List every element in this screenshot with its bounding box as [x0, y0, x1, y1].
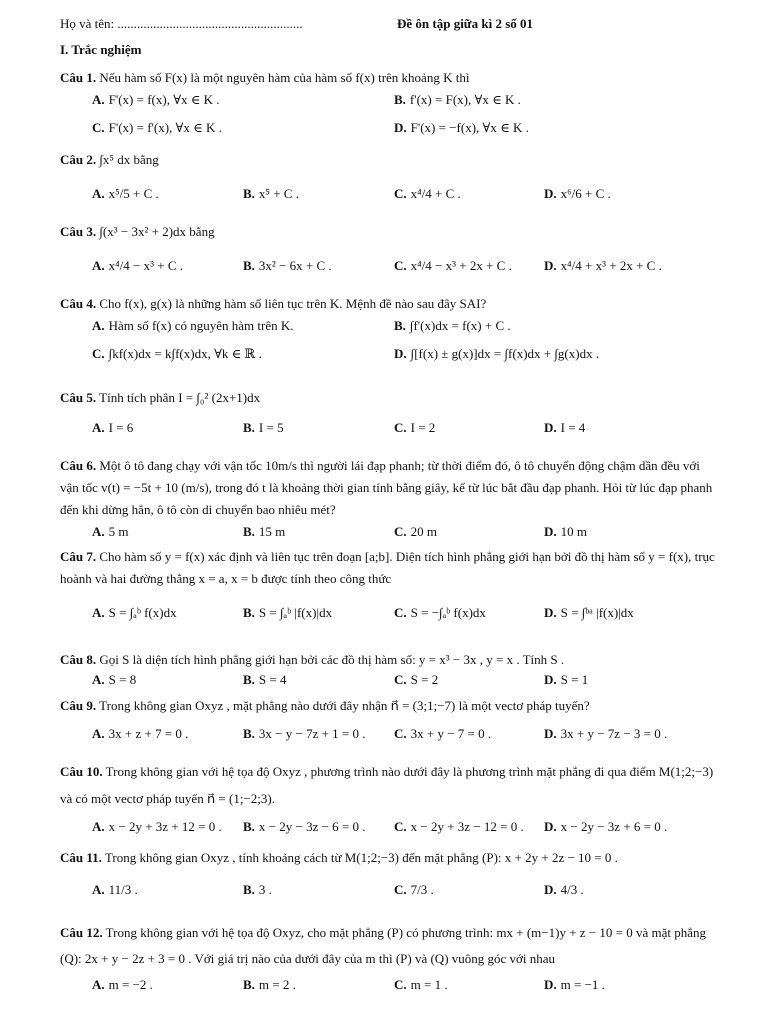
question-7: Câu 7. Cho hàm số y = f(x) xác định và liên tục trên đoạn [a;b]. Diện tích hình phẳng giới hạn bởi đồ thị hàm số y = f(x), trục hoành và hai đường thẳng x = a, x = b được tính theo công thức A. S = ∫ₐᵇ f(x)dx B. S = ∫ₐᵇ |f(x)|dx C. S = −∫ₐᵇ f(x)dx D. S = ∫ᵇᵃ |f(x)|dx — [60, 546, 720, 624]
option-d[interactable]: D. x − 2y − 3z + 6 = 0 . — [544, 818, 668, 834]
question-text: Nếu hàm số F(x) là một nguyên hàm của hàm số f(x) trên khoảng K thì — [99, 70, 470, 85]
question-4: Câu 4. Cho f(x), g(x) là những hàm số liên tục trên K. Mệnh đề nào sau đây SAI? A. Hàm số f(x) có nguyên hàm trên K. B. ∫f'(x)dx = f(x) + C . C. ∫kf(x)dx = k∫f(x)dx, ∀k ∈ ℝ . D. ∫[f(x) ± g(x)]dx = ∫f(x)dx + ∫g(x)dx . — [60, 296, 720, 368]
question-5: Câu 5. Tính tích phân I = ∫₀² (2x+1)dx A. I = 6 B. I = 5 C. I = 2 D. I = 4 — [60, 390, 720, 442]
document-header — [60, 16, 728, 38]
student-name-line: Họ và tên: ......................................................... — [60, 16, 303, 31]
option-c[interactable]: C. 7/3 . — [394, 882, 434, 898]
options — [60, 972, 720, 994]
options — [60, 882, 720, 904]
options — [60, 813, 720, 835]
option-row — [60, 92, 720, 114]
question-12: Câu 12. Trong không gian với hệ tọa độ Oxyz, cho mặt phẳng (P) có phương trình: mx + (m−1)y + z − 10 = 0 và mặt phẳng (Q): 2x + y − 2z + 3 = 0 . Với giá trị nào của dưới đây của m thì (P) và (Q) vuông góc với nhau A. m = −2 . B. m = 2 . C. m = 1 . D. m = −1 . — [60, 920, 720, 994]
option-c[interactable]: C. F'(x) = f'(x), ∀x ∈ K . — [92, 120, 222, 136]
option-b[interactable]: B. f'(x) = F(x), ∀x ∈ K . — [394, 92, 521, 108]
option-row — [60, 120, 720, 142]
option-c[interactable]: C. x − 2y + 3z − 12 = 0 . — [394, 818, 524, 834]
question-8: Câu 8. Gọi S là diện tích hình phẳng giới hạn bởi các đồ thị hàm số: y = x³ − 3x , y = x . Tính S . A. S = 8 B. S = 4 C. S = 2 D. S = 1 — [60, 652, 720, 694]
option-d[interactable]: D. m = −1 . — [544, 977, 605, 992]
option-c[interactable]: C. m = 1 . — [394, 977, 448, 992]
option-d[interactable]: D. ∫[f(x) ± g(x)]dx = ∫f(x)dx + ∫g(x)dx . — [394, 346, 600, 362]
option-a[interactable]: A. 5 m — [92, 524, 129, 540]
option-c[interactable]: C. 20 m — [394, 524, 438, 540]
options — [60, 672, 720, 694]
question-3: Câu 3. ∫(x³ − 3x² + 2)dx bằng A. x⁴/4 − x³ + C . B. 3x² − 6x + C . C. x⁴/4 − x³ + 2x + C . D. x⁴/4 + x³ + 2x + C . — [60, 224, 720, 280]
option-d[interactable]: D. 10 m — [544, 524, 588, 540]
option-d[interactable]: D. S = 1 — [544, 672, 589, 688]
option-c[interactable]: C. S = 2 — [394, 672, 439, 688]
option-row — [60, 318, 720, 340]
option-d[interactable]: D. 4/3 . — [544, 882, 584, 898]
question-1 — [60, 70, 720, 142]
option-a[interactable]: A. I = 6 — [92, 420, 134, 436]
options — [60, 726, 720, 748]
option-a[interactable]: A. F'(x) = f(x), ∀x ∈ K . — [92, 92, 220, 108]
section-heading: I. Trắc nghiệm — [60, 42, 142, 57]
option-a[interactable]: A. x⁴/4 − x³ + C . — [92, 258, 184, 274]
options — [60, 186, 720, 208]
option-b[interactable]: B. x − 2y − 3z − 6 = 0 . — [243, 818, 366, 834]
option-a[interactable]: A. m = −2 . — [92, 977, 153, 992]
option-b[interactable]: B. m = 2 . — [243, 977, 296, 992]
question-10: Câu 10. Trong không gian với hệ tọa độ Oxyz , phương trình nào dưới đây là phương trình mặt phẳng đi qua điểm M(1;2;−3) và có một vectơ pháp tuyến n⃗ = (1;−2;3). A. x − 2y + 3z + 12 = 0 . B. x − 2y − 3z − 6 = 0 . C. x − 2y + 3z − 12 = 0 . D. x − 2y − 3z + 6 = 0 . — [60, 758, 720, 835]
option-a[interactable]: A. S = ∫ₐᵇ f(x)dx — [92, 605, 177, 621]
option-a[interactable]: A. x − 2y + 3z + 12 = 0 . — [92, 818, 222, 834]
options — [60, 420, 720, 442]
option-c[interactable]: C. x⁴/4 − x³ + 2x + C . — [394, 258, 512, 274]
options — [60, 602, 720, 624]
option-c[interactable]: C. I = 2 — [394, 420, 436, 436]
option-c[interactable]: C. S = −∫ₐᵇ f(x)dx — [394, 605, 486, 621]
option-d[interactable]: D. x⁶/6 + C . — [544, 186, 611, 202]
exam-title: Đề ôn tập giữa kì 2 số 01 — [397, 16, 534, 31]
option-b[interactable]: B. 3x − y − 7z + 1 = 0 . — [243, 726, 366, 742]
option-d[interactable]: D. 3x + y − 7z − 3 = 0 . — [544, 726, 668, 742]
option-c[interactable]: C. x⁴/4 + C . — [394, 186, 461, 202]
options — [60, 521, 720, 543]
option-b[interactable]: B. S = 4 — [243, 672, 287, 688]
option-c[interactable]: C. 3x + y − 7 = 0 . — [394, 726, 492, 742]
option-b[interactable]: B. I = 5 — [243, 420, 284, 436]
option-b[interactable]: B. 3x² − 6x + C . — [243, 258, 332, 274]
option-a[interactable]: A. 3x + z + 7 = 0 . — [92, 726, 189, 742]
question-6: Câu 6. Một ô tô đang chạy với vận tốc 10m/s thì người lái đạp phanh; từ thời điểm đó, ô tô chuyển động chậm dần đều với vận tốc v(t) = −5t + 10 (m/s), trong đó t là khoảng thời gian tính bằng giây, kể từ lúc bắt đầu đạp phanh. Hỏi từ lúc đạp phanh đến khi dừng hẳn, ô tô còn di chuyển bao nhiêu mét? A. 5 m B. 15 m C. 20 m D. 10 m — [60, 455, 720, 543]
option-b[interactable]: B. x⁵ + C . — [243, 186, 299, 202]
option-a[interactable]: A. S = 8 — [92, 672, 137, 688]
option-b[interactable]: B. ∫f'(x)dx = f(x) + C . — [394, 318, 511, 334]
option-d[interactable]: D. x⁴/4 + x³ + 2x + C . — [544, 258, 662, 274]
option-a[interactable]: A. 11/3 . — [92, 882, 138, 898]
option-b[interactable]: B. 3 . — [243, 882, 272, 898]
option-a[interactable]: A. x⁵/5 + C . — [92, 186, 159, 202]
option-d[interactable]: D. S = ∫ᵇᵃ |f(x)|dx — [544, 605, 634, 621]
option-row — [60, 346, 720, 368]
options — [60, 258, 720, 280]
option-b[interactable]: B. 15 m — [243, 524, 286, 540]
option-b[interactable]: B. S = ∫ₐᵇ |f(x)|dx — [243, 605, 333, 621]
option-a[interactable]: A. Hàm số f(x) có nguyên hàm trên K. — [92, 318, 294, 334]
question-2: Câu 2. ∫x⁵ dx bằng A. x⁵/5 + C . B. x⁵ + C . C. x⁴/4 + C . D. x⁶/6 + C . — [60, 152, 720, 208]
question-number: Câu 1. — [60, 70, 97, 85]
question-11: Câu 11. Trong không gian Oxyz , tính khoảng cách từ M(1;2;−3) đến mặt phẳng (P): x + 2y + 2z − 10 = 0 . A. 11/3 . B. 3 . C. 7/3 . D. 4/3 . — [60, 850, 720, 904]
question-9: Câu 9. Trong không gian Oxyz , mặt phẳng nào dưới đây nhận n⃗ = (3;1;−7) là một vectơ pháp tuyến? A. 3x + z + 7 = 0 . B. 3x − y − 7z + 1 = 0 . C. 3x + y − 7 = 0 . D. 3x + y − 7z − 3 = 0 . — [60, 698, 720, 748]
option-d[interactable]: D. F'(x) = −f(x), ∀x ∈ K . — [394, 120, 529, 136]
option-c[interactable]: C. ∫kf(x)dx = k∫f(x)dx, ∀k ∈ ℝ . — [92, 346, 262, 362]
option-d[interactable]: D. I = 4 — [544, 420, 586, 436]
